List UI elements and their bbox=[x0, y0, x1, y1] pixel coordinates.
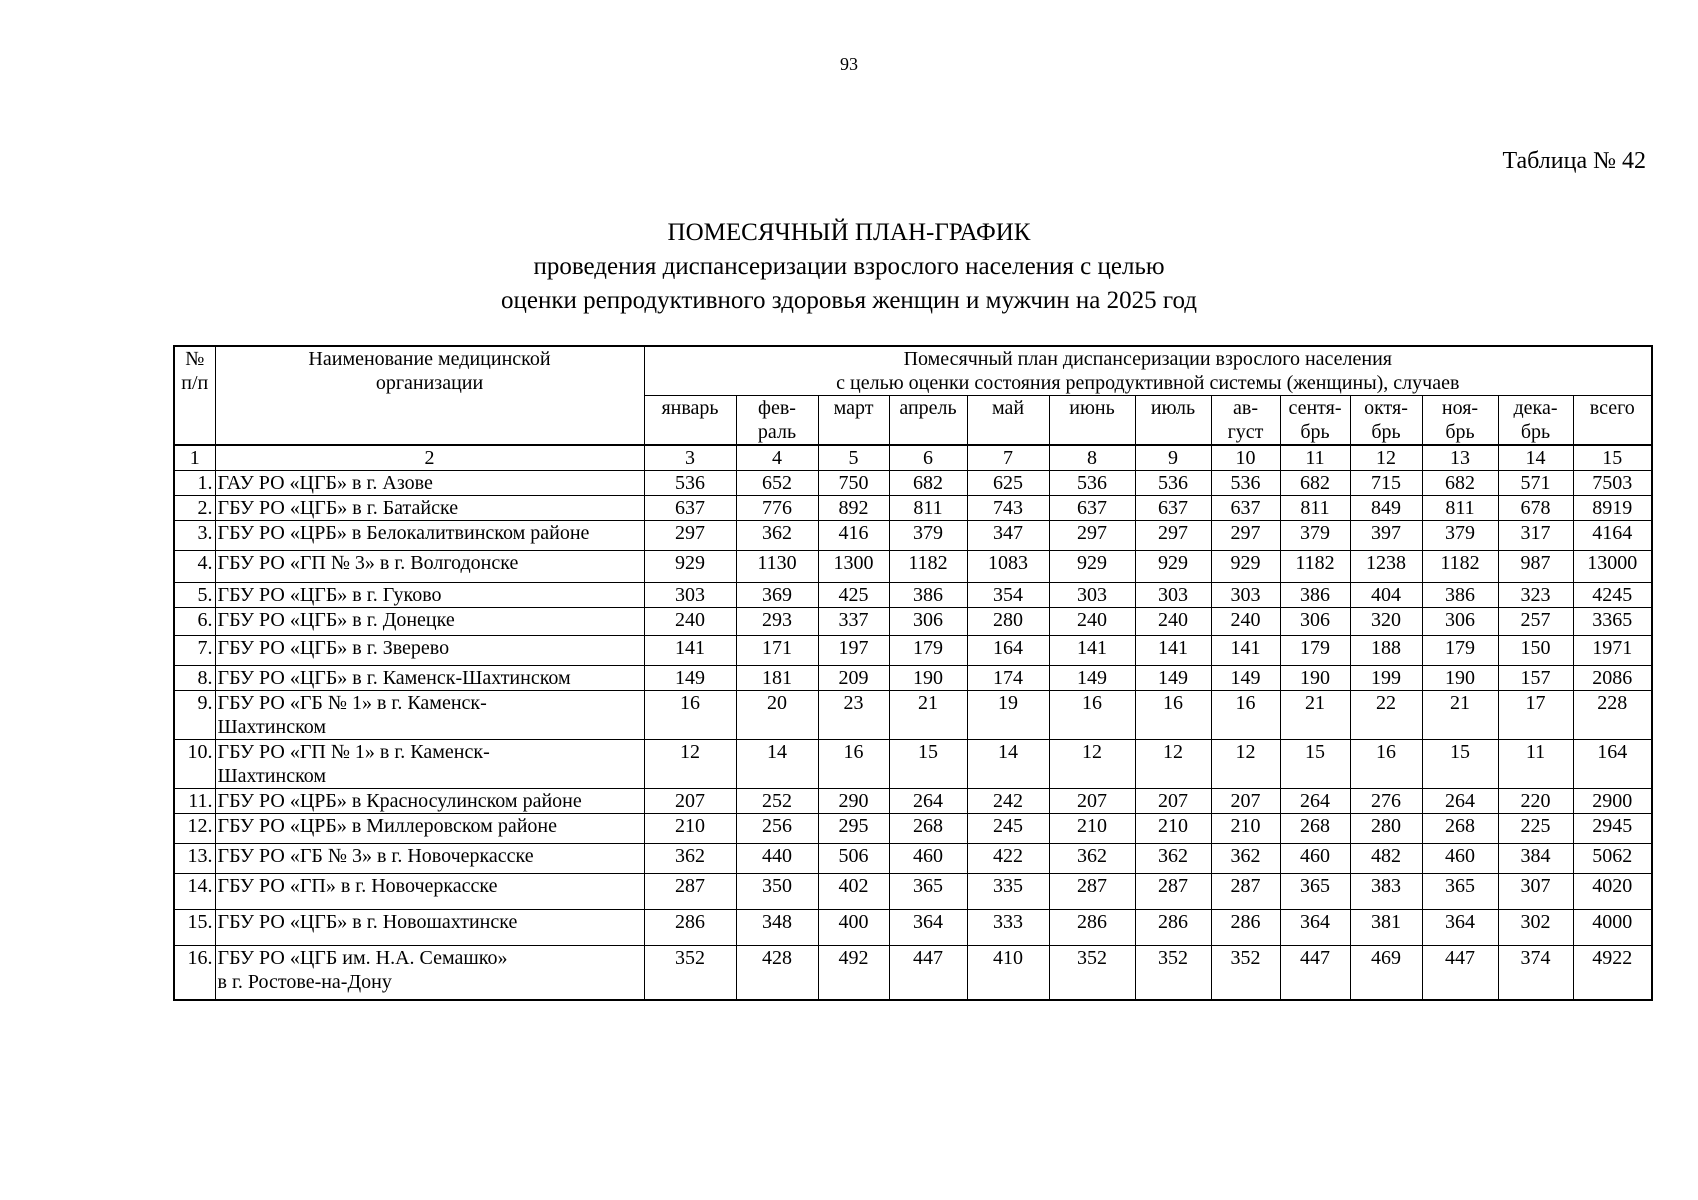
month-value-cell: 447 bbox=[1280, 946, 1350, 1000]
row-number: 4. bbox=[174, 551, 215, 583]
organization-name: ГБУ РО «ЦГБ» в г. Зверево bbox=[215, 636, 644, 666]
month-value-cell: 892 bbox=[818, 496, 889, 521]
month-value-cell: 23 bbox=[818, 691, 889, 740]
month-value-cell: 287 bbox=[1211, 874, 1280, 910]
month-value-cell: 22 bbox=[1350, 691, 1422, 740]
month-value-cell: 362 bbox=[1049, 844, 1135, 874]
month-value-cell: 460 bbox=[1422, 844, 1498, 874]
month-value-cell: 743 bbox=[967, 496, 1049, 521]
month-value-cell: 364 bbox=[889, 910, 967, 946]
month-value-cell: 929 bbox=[644, 551, 736, 583]
plan-table bbox=[173, 345, 1653, 1001]
column-number: 12 bbox=[1350, 445, 1422, 471]
month-value-cell: 335 bbox=[967, 874, 1049, 910]
total-cell: 164 bbox=[1573, 740, 1652, 789]
table-label: Таблица № 42 bbox=[1502, 148, 1646, 174]
month-value-cell: 150 bbox=[1498, 636, 1573, 666]
month-value-cell: 303 bbox=[1135, 583, 1211, 608]
month-value-cell: 637 bbox=[1211, 496, 1280, 521]
header-plan bbox=[644, 346, 1652, 396]
total-cell: 4922 bbox=[1573, 946, 1652, 1000]
month-value-cell: 1182 bbox=[1422, 551, 1498, 583]
month-header: январь bbox=[644, 396, 736, 446]
month-value-cell: 460 bbox=[889, 844, 967, 874]
organization-name: ГБУ РО «ГБ № 3» в г. Новочеркасске bbox=[215, 844, 644, 874]
row-number: 11. bbox=[174, 789, 215, 814]
month-value-cell: 209 bbox=[818, 666, 889, 691]
title-line: оценки репродуктивного здоровья женщин и мужчин на 2025 год bbox=[500, 287, 1198, 314]
month-value-cell: 303 bbox=[1049, 583, 1135, 608]
month-value-cell: 307 bbox=[1498, 874, 1573, 910]
table-row bbox=[174, 874, 1652, 910]
month-value-cell: 16 bbox=[1211, 691, 1280, 740]
month-value-cell: 149 bbox=[1135, 666, 1211, 691]
total-cell: 1971 bbox=[1573, 636, 1652, 666]
month-value-cell: 637 bbox=[644, 496, 736, 521]
total-cell: 7503 bbox=[1573, 471, 1652, 496]
month-value-cell: 384 bbox=[1498, 844, 1573, 874]
month-value-cell: 386 bbox=[1422, 583, 1498, 608]
month-value-cell: 536 bbox=[1135, 471, 1211, 496]
month-value-cell: 682 bbox=[889, 471, 967, 496]
month-value-cell: 625 bbox=[967, 471, 1049, 496]
column-number: 6 bbox=[889, 445, 967, 471]
month-header: фев- раль bbox=[736, 396, 818, 446]
month-value-cell: 400 bbox=[818, 910, 889, 946]
month-value-cell: 364 bbox=[1422, 910, 1498, 946]
month-value-cell: 1083 bbox=[967, 551, 1049, 583]
column-number: 9 bbox=[1135, 445, 1211, 471]
month-value-cell: 149 bbox=[644, 666, 736, 691]
month-value-cell: 460 bbox=[1280, 844, 1350, 874]
column-number: 3 bbox=[644, 445, 736, 471]
total-cell: 228 bbox=[1573, 691, 1652, 740]
table-row bbox=[174, 740, 1652, 789]
month-value-cell: 682 bbox=[1280, 471, 1350, 496]
month-value-cell: 15 bbox=[1280, 740, 1350, 789]
month-value-cell: 416 bbox=[818, 521, 889, 551]
month-value-cell: 141 bbox=[1211, 636, 1280, 666]
month-value-cell: 379 bbox=[1422, 521, 1498, 551]
row-number: 1. bbox=[174, 471, 215, 496]
month-value-cell: 141 bbox=[1049, 636, 1135, 666]
month-value-cell: 287 bbox=[1049, 874, 1135, 910]
month-value-cell: 199 bbox=[1350, 666, 1422, 691]
table-row bbox=[174, 666, 1652, 691]
month-value-cell: 210 bbox=[1049, 814, 1135, 844]
month-value-cell: 362 bbox=[736, 521, 818, 551]
organization-name: ГБУ РО «ЦГБ» в г. Донецке bbox=[215, 608, 644, 636]
month-value-cell: 207 bbox=[644, 789, 736, 814]
month-value-cell: 14 bbox=[736, 740, 818, 789]
month-value-cell: 397 bbox=[1350, 521, 1422, 551]
organization-name: ГБУ РО «ГБ № 1» в г. Каменск- Шахтинском bbox=[215, 691, 644, 740]
month-value-cell: 174 bbox=[967, 666, 1049, 691]
month-value-cell: 506 bbox=[818, 844, 889, 874]
month-value-cell: 21 bbox=[1280, 691, 1350, 740]
month-value-cell: 207 bbox=[1135, 789, 1211, 814]
month-value-cell: 190 bbox=[1280, 666, 1350, 691]
organization-name: ГБУ РО «ГП № 1» в г. Каменск- Шахтинском bbox=[215, 740, 644, 789]
table-row bbox=[174, 471, 1652, 496]
month-value-cell: 157 bbox=[1498, 666, 1573, 691]
month-value-cell: 20 bbox=[736, 691, 818, 740]
month-value-cell: 268 bbox=[889, 814, 967, 844]
month-value-cell: 15 bbox=[1422, 740, 1498, 789]
month-value-cell: 447 bbox=[1422, 946, 1498, 1000]
row-number: 5. bbox=[174, 583, 215, 608]
row-number: 16. bbox=[174, 946, 215, 1000]
month-value-cell: 190 bbox=[889, 666, 967, 691]
month-header: ноя- брь bbox=[1422, 396, 1498, 446]
month-value-cell: 352 bbox=[1049, 946, 1135, 1000]
row-number: 15. bbox=[174, 910, 215, 946]
total-cell: 2945 bbox=[1573, 814, 1652, 844]
table-row bbox=[174, 789, 1652, 814]
column-number: 15 bbox=[1573, 445, 1652, 471]
organization-name: ГБУ РО «ЦГБ» в г. Новошахтинске bbox=[215, 910, 644, 946]
month-value-cell: 264 bbox=[889, 789, 967, 814]
month-value-cell: 652 bbox=[736, 471, 818, 496]
month-value-cell: 264 bbox=[1280, 789, 1350, 814]
month-value-cell: 297 bbox=[1135, 521, 1211, 551]
month-value-cell: 297 bbox=[1049, 521, 1135, 551]
month-value-cell: 536 bbox=[644, 471, 736, 496]
total-cell: 4020 bbox=[1573, 874, 1652, 910]
month-header: дека- брь bbox=[1498, 396, 1573, 446]
table-row bbox=[174, 691, 1652, 740]
month-value-cell: 362 bbox=[1211, 844, 1280, 874]
month-value-cell: 303 bbox=[1211, 583, 1280, 608]
table-row bbox=[174, 910, 1652, 946]
row-number: 12. bbox=[174, 814, 215, 844]
month-header: апрель bbox=[889, 396, 967, 446]
month-value-cell: 364 bbox=[1280, 910, 1350, 946]
month-value-cell: 297 bbox=[1211, 521, 1280, 551]
month-value-cell: 929 bbox=[1049, 551, 1135, 583]
month-value-cell: 410 bbox=[967, 946, 1049, 1000]
column-number-row bbox=[174, 445, 1652, 471]
month-value-cell: 16 bbox=[1049, 691, 1135, 740]
document-title bbox=[0, 216, 1698, 318]
table-row bbox=[174, 814, 1652, 844]
month-value-cell: 15 bbox=[889, 740, 967, 789]
month-value-cell: 21 bbox=[1422, 691, 1498, 740]
organization-name: ГАУ РО «ЦГБ» в г. Азове bbox=[215, 471, 644, 496]
organization-name: ГБУ РО «ЦРБ» в Белокалитвинском районе bbox=[215, 521, 644, 551]
month-header: июль bbox=[1135, 396, 1211, 446]
month-value-cell: 1300 bbox=[818, 551, 889, 583]
month-value-cell: 365 bbox=[1280, 874, 1350, 910]
month-value-cell: 179 bbox=[889, 636, 967, 666]
month-value-cell: 188 bbox=[1350, 636, 1422, 666]
month-value-cell: 287 bbox=[644, 874, 736, 910]
column-number: 7 bbox=[967, 445, 1049, 471]
row-number: 10. bbox=[174, 740, 215, 789]
month-value-cell: 297 bbox=[644, 521, 736, 551]
column-number: 13 bbox=[1422, 445, 1498, 471]
month-value-cell: 381 bbox=[1350, 910, 1422, 946]
column-number: 2 bbox=[215, 445, 644, 471]
row-number: 6. bbox=[174, 608, 215, 636]
month-value-cell: 190 bbox=[1422, 666, 1498, 691]
month-value-cell: 256 bbox=[736, 814, 818, 844]
month-value-cell: 286 bbox=[1135, 910, 1211, 946]
row-number: 8. bbox=[174, 666, 215, 691]
header-plan-text: Помесячный план диспансеризации взрослого населения с целью оценки состояния репродуктивной системы (женщины), случаев bbox=[836, 348, 1460, 394]
month-value-cell: 369 bbox=[736, 583, 818, 608]
month-value-cell: 929 bbox=[1211, 551, 1280, 583]
month-value-cell: 637 bbox=[1049, 496, 1135, 521]
table-row bbox=[174, 636, 1652, 666]
month-value-cell: 268 bbox=[1422, 814, 1498, 844]
organization-name: ГБУ РО «ЦГБ» в г. Каменск-Шахтинском bbox=[215, 666, 644, 691]
month-value-cell: 482 bbox=[1350, 844, 1422, 874]
month-value-cell: 306 bbox=[1422, 608, 1498, 636]
row-number: 9. bbox=[174, 691, 215, 740]
month-value-cell: 141 bbox=[1135, 636, 1211, 666]
month-value-cell: 280 bbox=[1350, 814, 1422, 844]
month-value-cell: 210 bbox=[1135, 814, 1211, 844]
month-value-cell: 16 bbox=[644, 691, 736, 740]
month-value-cell: 19 bbox=[967, 691, 1049, 740]
month-value-cell: 536 bbox=[1211, 471, 1280, 496]
month-value-cell: 268 bbox=[1280, 814, 1350, 844]
month-value-cell: 240 bbox=[644, 608, 736, 636]
month-value-cell: 286 bbox=[644, 910, 736, 946]
month-value-cell: 811 bbox=[1280, 496, 1350, 521]
month-value-cell: 16 bbox=[1135, 691, 1211, 740]
total-cell: 2900 bbox=[1573, 789, 1652, 814]
month-value-cell: 682 bbox=[1422, 471, 1498, 496]
month-value-cell: 12 bbox=[1049, 740, 1135, 789]
month-value-cell: 849 bbox=[1350, 496, 1422, 521]
total-cell: 3365 bbox=[1573, 608, 1652, 636]
month-value-cell: 383 bbox=[1350, 874, 1422, 910]
month-value-cell: 404 bbox=[1350, 583, 1422, 608]
month-value-cell: 179 bbox=[1422, 636, 1498, 666]
column-number: 1 bbox=[174, 445, 215, 471]
month-header: июнь bbox=[1049, 396, 1135, 446]
month-value-cell: 350 bbox=[736, 874, 818, 910]
month-value-cell: 264 bbox=[1422, 789, 1498, 814]
month-value-cell: 320 bbox=[1350, 608, 1422, 636]
month-value-cell: 290 bbox=[818, 789, 889, 814]
month-value-cell: 374 bbox=[1498, 946, 1573, 1000]
month-value-cell: 17 bbox=[1498, 691, 1573, 740]
month-value-cell: 302 bbox=[1498, 910, 1573, 946]
month-value-cell: 245 bbox=[967, 814, 1049, 844]
month-value-cell: 362 bbox=[1135, 844, 1211, 874]
title-line: проведения диспансеризации взрослого населения с целью bbox=[533, 253, 1165, 280]
month-value-cell: 354 bbox=[967, 583, 1049, 608]
month-value-cell: 637 bbox=[1135, 496, 1211, 521]
month-value-cell: 286 bbox=[1049, 910, 1135, 946]
table-row bbox=[174, 551, 1652, 583]
organization-name: ГБУ РО «ЦРБ» в Миллеровском районе bbox=[215, 814, 644, 844]
month-value-cell: 276 bbox=[1350, 789, 1422, 814]
month-value-cell: 571 bbox=[1498, 471, 1573, 496]
month-value-cell: 1238 bbox=[1350, 551, 1422, 583]
row-number: 7. bbox=[174, 636, 215, 666]
month-header: март bbox=[818, 396, 889, 446]
table-body bbox=[174, 471, 1652, 1000]
month-value-cell: 14 bbox=[967, 740, 1049, 789]
month-value-cell: 181 bbox=[736, 666, 818, 691]
month-value-cell: 303 bbox=[644, 583, 736, 608]
month-value-cell: 21 bbox=[889, 691, 967, 740]
total-cell: 4245 bbox=[1573, 583, 1652, 608]
month-value-cell: 352 bbox=[644, 946, 736, 1000]
month-value-cell: 929 bbox=[1135, 551, 1211, 583]
month-value-cell: 210 bbox=[1211, 814, 1280, 844]
month-value-cell: 386 bbox=[1280, 583, 1350, 608]
month-value-cell: 365 bbox=[1422, 874, 1498, 910]
month-value-cell: 386 bbox=[889, 583, 967, 608]
month-value-cell: 210 bbox=[644, 814, 736, 844]
month-value-cell: 240 bbox=[1135, 608, 1211, 636]
row-number: 14. bbox=[174, 874, 215, 910]
month-value-cell: 469 bbox=[1350, 946, 1422, 1000]
month-value-cell: 240 bbox=[1211, 608, 1280, 636]
month-value-cell: 425 bbox=[818, 583, 889, 608]
month-value-cell: 678 bbox=[1498, 496, 1573, 521]
month-value-cell: 240 bbox=[1049, 608, 1135, 636]
column-number: 8 bbox=[1049, 445, 1135, 471]
month-value-cell: 440 bbox=[736, 844, 818, 874]
month-value-cell: 776 bbox=[736, 496, 818, 521]
month-value-cell: 242 bbox=[967, 789, 1049, 814]
month-value-cell: 207 bbox=[1049, 789, 1135, 814]
header-num-text: № п/п bbox=[181, 348, 209, 394]
table-row bbox=[174, 583, 1652, 608]
month-value-cell: 257 bbox=[1498, 608, 1573, 636]
month-value-cell: 337 bbox=[818, 608, 889, 636]
month-value-cell: 715 bbox=[1350, 471, 1422, 496]
month-value-cell: 12 bbox=[1211, 740, 1280, 789]
table-row bbox=[174, 521, 1652, 551]
organization-name: ГБУ РО «ГП № 3» в г. Волгодонске bbox=[215, 551, 644, 583]
month-value-cell: 171 bbox=[736, 636, 818, 666]
table-row bbox=[174, 844, 1652, 874]
month-value-cell: 317 bbox=[1498, 521, 1573, 551]
organization-name: ГБУ РО «ЦРБ» в Красносулинском районе bbox=[215, 789, 644, 814]
month-header: всего bbox=[1573, 396, 1652, 446]
table-row bbox=[174, 608, 1652, 636]
month-value-cell: 149 bbox=[1211, 666, 1280, 691]
month-value-cell: 402 bbox=[818, 874, 889, 910]
column-number: 4 bbox=[736, 445, 818, 471]
month-value-cell: 164 bbox=[967, 636, 1049, 666]
column-number: 11 bbox=[1280, 445, 1350, 471]
month-value-cell: 306 bbox=[1280, 608, 1350, 636]
month-value-cell: 1130 bbox=[736, 551, 818, 583]
month-value-cell: 197 bbox=[818, 636, 889, 666]
month-value-cell: 207 bbox=[1211, 789, 1280, 814]
month-value-cell: 16 bbox=[1350, 740, 1422, 789]
month-value-cell: 428 bbox=[736, 946, 818, 1000]
month-value-cell: 492 bbox=[818, 946, 889, 1000]
page-number: 93 bbox=[840, 54, 858, 74]
month-header: октя- брь bbox=[1350, 396, 1422, 446]
row-number: 3. bbox=[174, 521, 215, 551]
table-row bbox=[174, 946, 1652, 1000]
column-number: 10 bbox=[1211, 445, 1280, 471]
month-value-cell: 323 bbox=[1498, 583, 1573, 608]
total-cell: 8919 bbox=[1573, 496, 1652, 521]
month-value-cell: 447 bbox=[889, 946, 967, 1000]
month-value-cell: 365 bbox=[889, 874, 967, 910]
month-value-cell: 536 bbox=[1049, 471, 1135, 496]
month-value-cell: 306 bbox=[889, 608, 967, 636]
total-cell: 4000 bbox=[1573, 910, 1652, 946]
month-header: сентя- брь bbox=[1280, 396, 1350, 446]
total-cell: 5062 bbox=[1573, 844, 1652, 874]
month-value-cell: 252 bbox=[736, 789, 818, 814]
month-value-cell: 225 bbox=[1498, 814, 1573, 844]
month-value-cell: 362 bbox=[644, 844, 736, 874]
month-value-cell: 348 bbox=[736, 910, 818, 946]
total-cell: 13000 bbox=[1573, 551, 1652, 583]
month-value-cell: 220 bbox=[1498, 789, 1573, 814]
month-value-cell: 179 bbox=[1280, 636, 1350, 666]
row-number: 2. bbox=[174, 496, 215, 521]
month-value-cell: 16 bbox=[818, 740, 889, 789]
month-value-cell: 333 bbox=[967, 910, 1049, 946]
month-value-cell: 11 bbox=[1498, 740, 1573, 789]
row-number: 13. bbox=[174, 844, 215, 874]
month-value-cell: 12 bbox=[644, 740, 736, 789]
organization-name: ГБУ РО «ЦГБ» в г. Гуково bbox=[215, 583, 644, 608]
header-org bbox=[215, 346, 644, 445]
table-row bbox=[174, 496, 1652, 521]
total-cell: 4164 bbox=[1573, 521, 1652, 551]
total-cell: 2086 bbox=[1573, 666, 1652, 691]
month-value-cell: 286 bbox=[1211, 910, 1280, 946]
month-value-cell: 141 bbox=[644, 636, 736, 666]
month-value-cell: 987 bbox=[1498, 551, 1573, 583]
month-value-cell: 1182 bbox=[1280, 551, 1350, 583]
month-value-cell: 280 bbox=[967, 608, 1049, 636]
organization-name: ГБУ РО «ЦГБ им. Н.А. Семашко» в г. Ростове-на-Дону bbox=[215, 946, 644, 1000]
header-org-text: Наименование медицинской организации bbox=[308, 348, 551, 394]
month-value-cell: 347 bbox=[967, 521, 1049, 551]
column-number: 5 bbox=[818, 445, 889, 471]
month-value-cell: 149 bbox=[1049, 666, 1135, 691]
column-number: 14 bbox=[1498, 445, 1573, 471]
title-line: ПОМЕСЯЧНЫЙ ПЛАН-ГРАФИК bbox=[667, 219, 1031, 246]
month-value-cell: 352 bbox=[1135, 946, 1211, 1000]
month-value-cell: 1182 bbox=[889, 551, 967, 583]
month-value-cell: 293 bbox=[736, 608, 818, 636]
month-header: ав- густ bbox=[1211, 396, 1280, 446]
month-value-cell: 422 bbox=[967, 844, 1049, 874]
month-header: май bbox=[967, 396, 1049, 446]
organization-name: ГБУ РО «ЦГБ» в г. Батайске bbox=[215, 496, 644, 521]
month-value-cell: 287 bbox=[1135, 874, 1211, 910]
header-num bbox=[174, 346, 215, 445]
month-value-cell: 12 bbox=[1135, 740, 1211, 789]
month-value-cell: 295 bbox=[818, 814, 889, 844]
month-value-cell: 811 bbox=[889, 496, 967, 521]
organization-name: ГБУ РО «ГП» в г. Новочеркасске bbox=[215, 874, 644, 910]
month-value-cell: 811 bbox=[1422, 496, 1498, 521]
month-value-cell: 379 bbox=[1280, 521, 1350, 551]
month-value-cell: 379 bbox=[889, 521, 967, 551]
month-value-cell: 352 bbox=[1211, 946, 1280, 1000]
month-value-cell: 750 bbox=[818, 471, 889, 496]
